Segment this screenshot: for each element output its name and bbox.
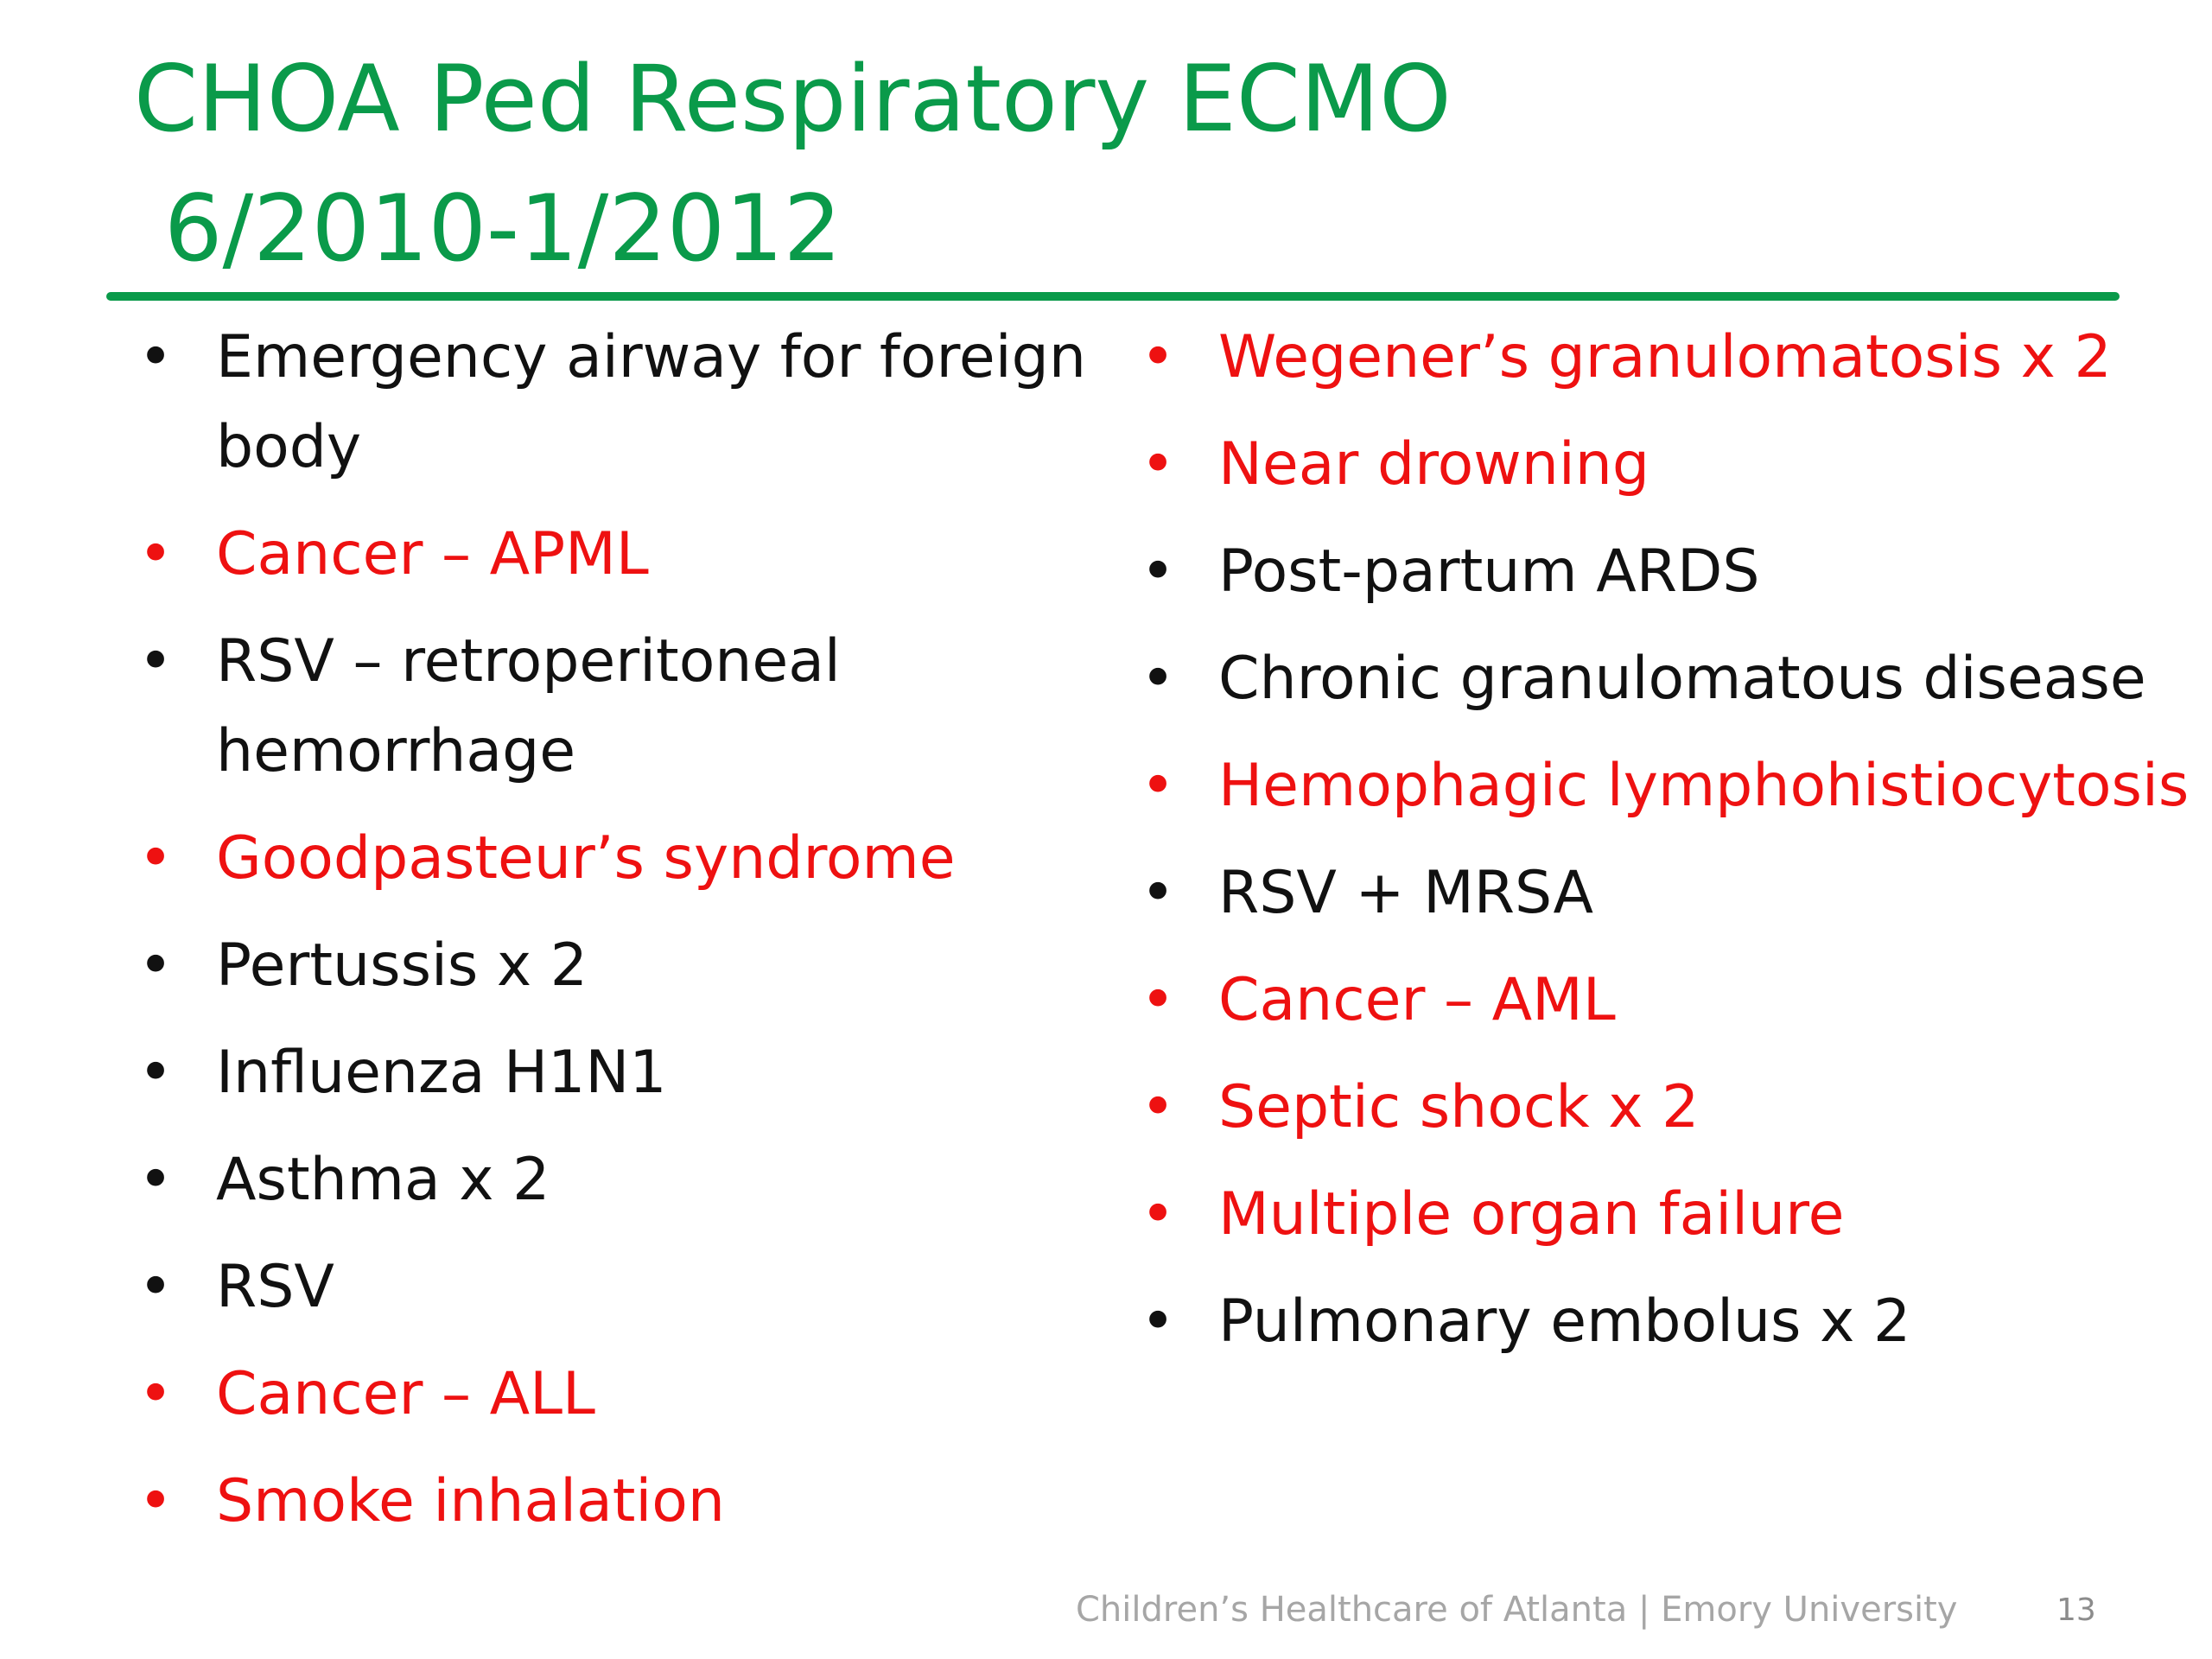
bullet-icon: • — [1140, 537, 1176, 606]
title-divider — [106, 292, 2120, 301]
bullet-icon: • — [137, 931, 174, 1000]
list-item-text: Hemophagic lymphohistiocytosis — [1218, 752, 2190, 820]
list-item — [130, 510, 1123, 600]
list-item-text: Asthma x 2 — [216, 1146, 550, 1214]
list-item-text: RSV – retroperitoneal hemorrhage — [216, 627, 841, 785]
footer-text: Children’s Healthcare of Atlanta | Emory University — [1076, 1590, 1958, 1630]
bullet-icon: • — [137, 1039, 174, 1107]
list-item — [1132, 527, 2203, 617]
left-bullet-list — [130, 313, 1123, 1564]
slide-title — [134, 35, 1452, 294]
list-item — [1132, 1063, 2203, 1153]
bullet-icon: • — [1140, 323, 1176, 391]
list-item-text: Influenza H1N1 — [216, 1039, 667, 1107]
list-item — [1132, 634, 2203, 724]
list-item — [130, 1243, 1123, 1332]
list-item-text: Emergency airway for foreign body — [216, 323, 1086, 481]
list-item-text: Pertussis x 2 — [216, 931, 588, 1000]
bullet-icon: • — [137, 627, 174, 696]
list-item — [130, 1135, 1123, 1225]
list-item — [130, 617, 1123, 797]
bullet-icon: • — [1140, 1287, 1176, 1356]
list-item — [1132, 956, 2203, 1046]
title-line-1: CHOA Ped Respiratory ECMO — [134, 46, 1452, 152]
list-item-text: Cancer – ALL — [216, 1360, 595, 1428]
list-item — [1132, 313, 2203, 403]
list-item — [1132, 1277, 2203, 1367]
list-item-text: RSV + MRSA — [1218, 859, 1593, 927]
title-line-2: 6/2010-1/2012 — [164, 175, 842, 282]
bullet-icon: • — [1140, 1180, 1176, 1249]
bullet-icon: • — [1140, 859, 1176, 927]
list-item-text: Goodpasteur’s syndrome — [216, 824, 956, 893]
list-item-text: Septic shock x 2 — [1218, 1073, 1700, 1141]
list-item — [1132, 741, 2203, 831]
bullet-icon: • — [137, 1253, 174, 1321]
bullet-icon: • — [137, 1146, 174, 1214]
bullet-icon: • — [137, 824, 174, 893]
bullet-icon: • — [137, 1467, 174, 1535]
list-item — [130, 1350, 1123, 1440]
list-item-text: Post-partum ARDS — [1218, 537, 1760, 606]
list-item — [1132, 420, 2203, 510]
list-item-text: RSV — [216, 1253, 334, 1321]
bullet-icon: • — [1140, 1073, 1176, 1141]
list-item-text: Pulmonary embolus x 2 — [1218, 1287, 1911, 1356]
list-item-text: Smoke inhalation — [216, 1467, 725, 1535]
list-item-text: Multiple organ failure — [1218, 1180, 1845, 1249]
list-item — [130, 1457, 1123, 1547]
list-item — [1132, 1170, 2203, 1260]
list-item-text: Cancer – APML — [216, 520, 649, 588]
bullet-icon: • — [1140, 430, 1176, 499]
list-item — [1132, 849, 2203, 938]
list-item — [130, 921, 1123, 1011]
right-bullet-list — [1132, 313, 2203, 1384]
list-item-text: Cancer – AML — [1218, 966, 1616, 1034]
list-item — [130, 313, 1123, 493]
list-item-text: Wegener’s granulomatosis x 2 — [1218, 323, 2112, 391]
bullet-icon: • — [137, 520, 174, 588]
bullet-icon: • — [137, 323, 174, 391]
list-item — [130, 1028, 1123, 1118]
bullet-icon: • — [1140, 645, 1176, 713]
bullet-icon: • — [1140, 966, 1176, 1034]
page-number: 13 — [2056, 1592, 2096, 1628]
list-item-text: Near drowning — [1218, 430, 1650, 499]
list-item — [130, 814, 1123, 904]
list-item-text: Chronic granulomatous disease — [1218, 645, 2146, 713]
bullet-icon: • — [1140, 752, 1176, 820]
bullet-icon: • — [137, 1360, 174, 1428]
